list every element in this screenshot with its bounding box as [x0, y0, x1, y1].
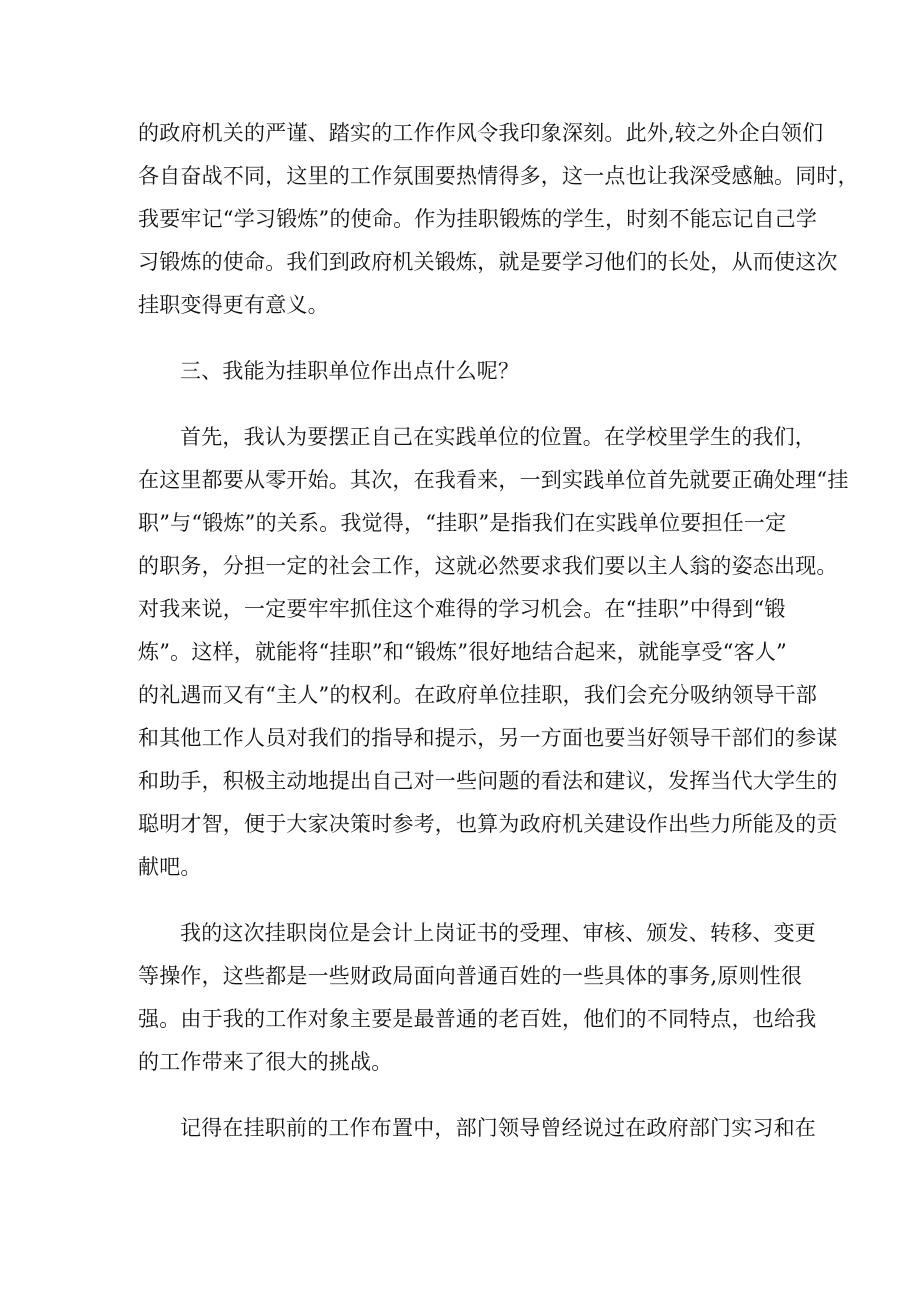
text-line: 炼”。这样，就能将“挂职”和“锻炼”很好地结合起来，就能享受“客人” — [138, 640, 787, 664]
text-line: 我要牢记“学习锻炼”的使命。作为挂职锻炼的学生，时刻不能忘记自己学 — [138, 207, 818, 231]
text-line: 等操作，这些都是一些财政局面向普通百姓的一些具体的事务,原则性很 — [138, 964, 803, 988]
paragraph-5 — [138, 1107, 816, 1150]
document-body — [138, 112, 859, 1150]
text-line: 职”与“锻炼”的关系。我觉得，“挂职”是指我们在实践单位要担任一定 — [138, 511, 787, 535]
text-line: 各自奋战不同，这里的工作氛围要热情得多，这一点也让我深受感触。同时， — [138, 164, 859, 188]
text-line: 首先，我认为要摆正自己在实践单位的位置。在学校里学生的我们， — [180, 425, 816, 449]
paragraph-4 — [138, 912, 817, 1084]
text-line: 挂职变得更有意义。 — [138, 293, 329, 317]
text-line: 我的这次挂职岗位是会计上岗证书的受理、审核、颁发、转移、变更 — [180, 921, 816, 945]
text-line: 和其他工作人员对我们的指导和提示，另一方面也要当好领导干部们的参谋 — [138, 726, 838, 750]
text-line: 聪明才智，便于大家决策时参考，也算为政府机关建设作出些力所能及的贡 — [138, 812, 838, 836]
text-line: 记得在挂职前的工作布置中，部门领导曾经说过在政府部门实习和在 — [180, 1116, 816, 1140]
paragraph-spacer — [138, 327, 798, 350]
paragraph-1 — [138, 112, 859, 327]
paragraph-spacer — [138, 393, 798, 416]
text-line: 的礼遇而又有“主人”的权利。在政府单位挂职，我们会充分吸纳领导干部 — [138, 683, 818, 707]
section-heading — [138, 350, 798, 393]
text-line: 的政府机关的严谨、踏实的工作作风令我印象深刻。此外,较之外企白领们 — [138, 121, 824, 145]
text-line: 习锻炼的使命。我们到政府机关锻炼，就是要学习他们的长处，从而使这次 — [138, 250, 838, 274]
text-line: 的职务，分担一定的社会工作，这就必然要求我们要以主人翁的姿态出现。 — [138, 554, 838, 578]
text-line: 和助手，积极主动地提出自己对一些问题的看法和建议，发挥当代大学生的 — [138, 769, 838, 793]
paragraph-spacer — [138, 889, 798, 912]
text-line: 对我来说，一定要牢牢抓住这个难得的学习机会。在“挂职”中得到“锻 — [138, 597, 786, 621]
text-line: 在这里都要从零开始。其次，在我看来，一到实践单位首先就要正确处理“挂 — [138, 468, 849, 492]
paragraph-spacer — [138, 1084, 798, 1107]
text-line: 献吧。 — [138, 855, 202, 879]
heading-text: 三、我能为挂职单位作出点什么呢？ — [180, 359, 520, 383]
paragraph-3 — [138, 416, 849, 889]
text-line: 的工作带来了很大的挑战。 — [138, 1050, 393, 1074]
text-line: 强。由于我的工作对象主要是最普通的老百姓，他们的不同特点，也给我 — [138, 1007, 817, 1031]
